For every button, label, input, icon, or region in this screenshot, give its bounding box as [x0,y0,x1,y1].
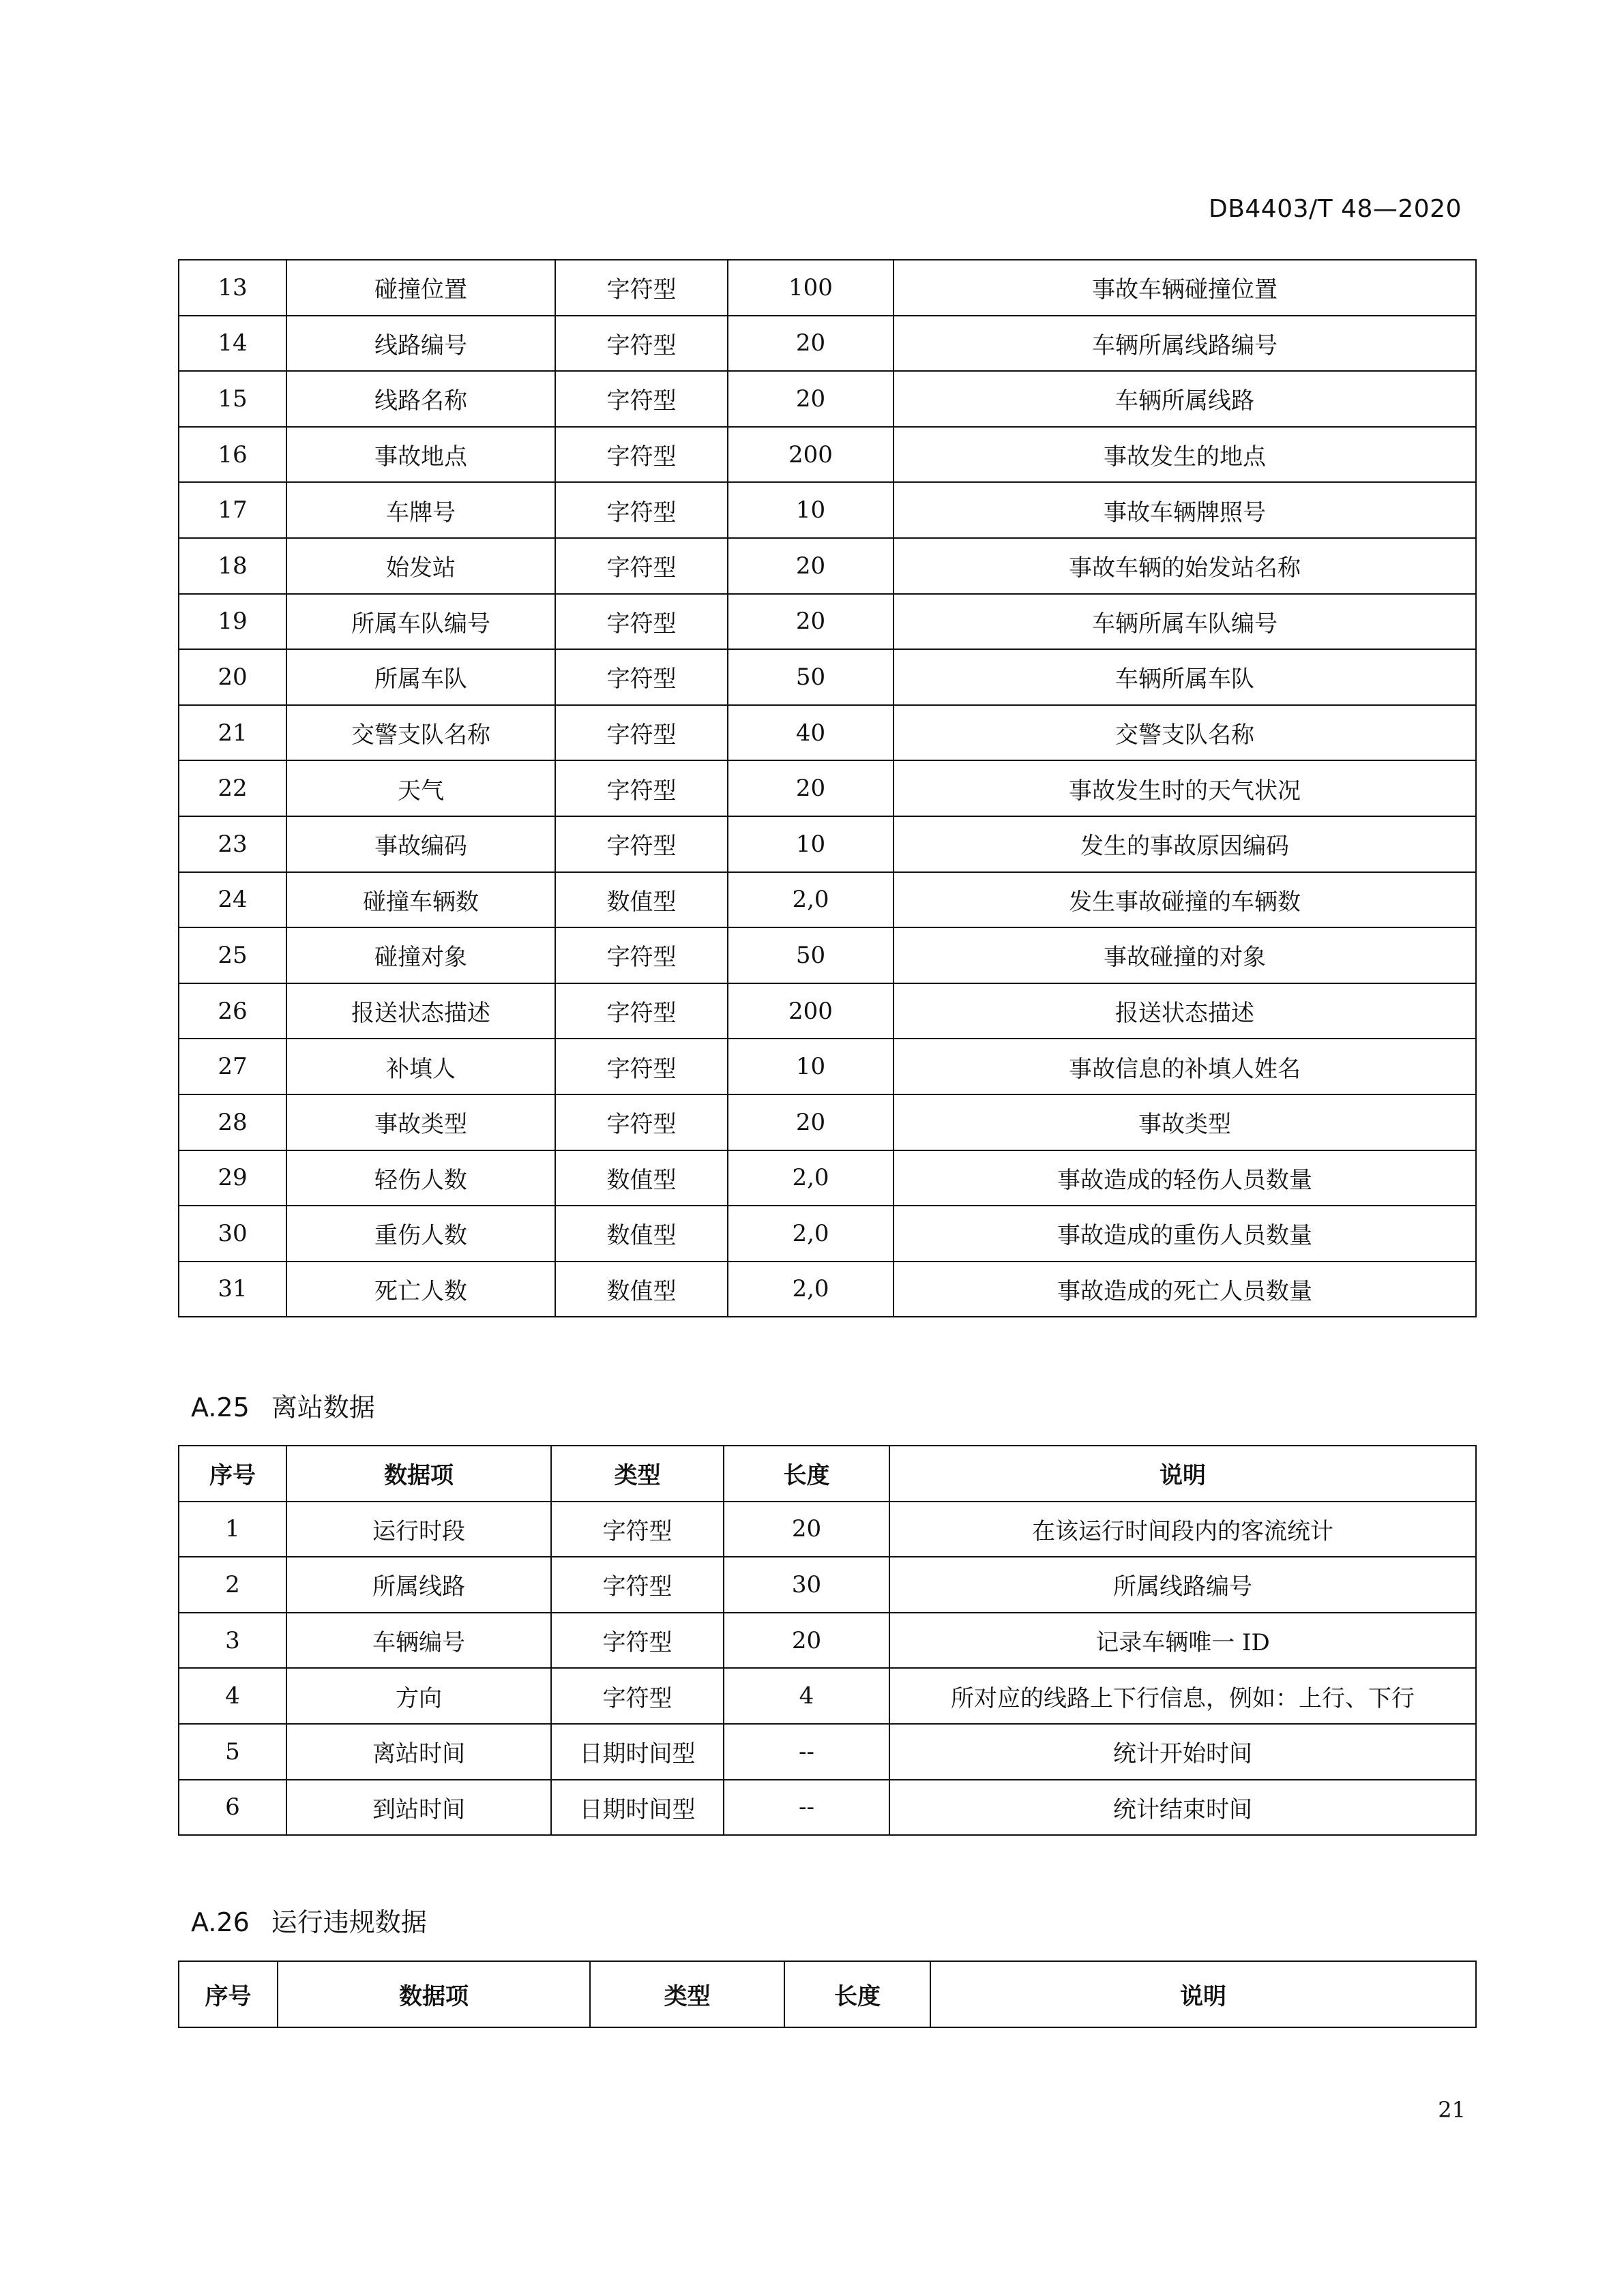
cell-item: 到站时间 [286,1780,551,1836]
cell-description: 在该运行时间段内的客流统计 [889,1502,1476,1557]
cell-type: 字符型 [555,260,728,316]
cell-type: 字符型 [555,538,728,594]
table-row [179,705,1476,761]
table-row [179,1150,1476,1206]
table-row [179,983,1476,1039]
cell-description: 事故造成的重伤人员数量 [894,1206,1476,1262]
header-cell-length: 长度 [724,1446,889,1502]
table-row [179,872,1476,928]
cell-length: 20 [728,316,894,372]
cell-type: 数值型 [555,1206,728,1262]
table-row [179,1613,1476,1669]
violation-data-table [178,1960,1477,2028]
cell-item: 所属线路 [286,1557,551,1613]
cell-description: 车辆所属线路编号 [894,316,1476,372]
cell-type: 字符型 [555,371,728,427]
cell-type: 字符型 [555,594,728,650]
cell-length: 20 [728,538,894,594]
page-number: 21 [1438,2097,1466,2123]
cell-item: 报送状态描述 [286,983,555,1039]
table-row [179,427,1476,483]
cell-index: 21 [179,705,286,761]
cell-length: 100 [728,260,894,316]
cell-item: 天气 [286,760,555,816]
cell-type: 字符型 [555,1039,728,1094]
cell-index: 15 [179,371,286,427]
cell-index: 3 [179,1613,286,1669]
cell-description: 事故造成的轻伤人员数量 [894,1150,1476,1206]
cell-index: 5 [179,1724,286,1780]
table-row [179,649,1476,705]
table-row [179,1780,1476,1836]
cell-length: 50 [728,927,894,983]
cell-length: -- [724,1780,889,1836]
departure-data-table-body [179,1502,1476,1836]
cell-description: 报送状态描述 [894,983,1476,1039]
header-cell-description: 说明 [930,1961,1476,2027]
cell-index: 14 [179,316,286,372]
cell-description: 事故类型 [894,1094,1476,1150]
table-row [179,316,1476,372]
cell-type: 字符型 [551,1613,724,1669]
cell-length: 20 [724,1613,889,1669]
cell-length: 20 [728,594,894,650]
cell-item: 线路编号 [286,316,555,372]
table-row [179,816,1476,872]
cell-index: 25 [179,927,286,983]
cell-item: 车牌号 [286,482,555,538]
document-code: DB4403/T 48—2020 [1208,195,1462,223]
cell-type: 字符型 [555,760,728,816]
cell-index: 29 [179,1150,286,1206]
cell-description: 所属线路编号 [889,1557,1476,1613]
header-cell-type: 类型 [551,1446,724,1502]
table-row [179,1502,1476,1557]
table-header-row [179,1446,1476,1502]
table-row [179,1557,1476,1613]
header-cell-description: 说明 [889,1446,1476,1502]
table-row [179,538,1476,594]
cell-length: 20 [728,1094,894,1150]
section-heading-a25 [191,1386,375,1424]
table-row [179,260,1476,316]
table-row [179,1206,1476,1262]
cell-description: 事故车辆碰撞位置 [894,260,1476,316]
cell-item: 碰撞车辆数 [286,872,555,928]
header-cell-type: 类型 [590,1961,784,2027]
cell-item: 车辆编号 [286,1613,551,1669]
cell-item: 轻伤人数 [286,1150,555,1206]
cell-item: 线路名称 [286,371,555,427]
cell-type: 日期时间型 [551,1724,724,1780]
cell-index: 6 [179,1780,286,1836]
departure-data-table [178,1445,1477,1836]
cell-index: 17 [179,482,286,538]
cell-type: 字符型 [551,1557,724,1613]
table-row [179,1262,1476,1317]
cell-item: 交警支队名称 [286,705,555,761]
table-row [179,1039,1476,1094]
table-row [179,482,1476,538]
cell-description: 统计结束时间 [889,1780,1476,1836]
cell-item: 重伤人数 [286,1206,555,1262]
cell-index: 2 [179,1557,286,1613]
cell-length: 4 [724,1668,889,1724]
table-header-row [179,1961,1476,2027]
cell-index: 30 [179,1206,286,1262]
cell-index: 27 [179,1039,286,1094]
table-row [179,1724,1476,1780]
cell-description: 车辆所属线路 [894,371,1476,427]
table-row [179,1668,1476,1724]
table-row [179,594,1476,650]
cell-type: 字符型 [555,816,728,872]
section-title: 离站数据 [271,1392,375,1422]
cell-item: 事故编码 [286,816,555,872]
cell-type: 数值型 [555,872,728,928]
header-cell-index: 序号 [179,1961,278,2027]
cell-type: 字符型 [555,983,728,1039]
cell-index: 4 [179,1668,286,1724]
cell-length: 40 [728,705,894,761]
cell-length: 200 [728,983,894,1039]
cell-index: 20 [179,649,286,705]
cell-description: 事故发生时的天气状况 [894,760,1476,816]
cell-description: 车辆所属车队编号 [894,594,1476,650]
cell-description: 交警支队名称 [894,705,1476,761]
cell-type: 数值型 [555,1150,728,1206]
cell-description: 事故车辆的始发站名称 [894,538,1476,594]
cell-index: 19 [179,594,286,650]
cell-index: 31 [179,1262,286,1317]
cell-item: 死亡人数 [286,1262,555,1317]
cell-item: 碰撞位置 [286,260,555,316]
table-row [179,760,1476,816]
cell-length: 10 [728,816,894,872]
cell-item: 离站时间 [286,1724,551,1780]
cell-length: 2,0 [728,1150,894,1206]
table-row [179,927,1476,983]
cell-length: 10 [728,482,894,538]
header-cell-item: 数据项 [286,1446,551,1502]
cell-length: 50 [728,649,894,705]
cell-description: 车辆所属车队 [894,649,1476,705]
accident-data-table-body [179,260,1476,1317]
header-cell-length: 长度 [784,1961,930,2027]
cell-type: 字符型 [555,705,728,761]
cell-description: 所对应的线路上下行信息，例如：上行、下行 [889,1668,1476,1724]
section-number: A.26 [191,1907,250,1937]
cell-item: 方向 [286,1668,551,1724]
cell-description: 事故信息的补填人姓名 [894,1039,1476,1094]
cell-type: 字符型 [555,427,728,483]
cell-index: 1 [179,1502,286,1557]
cell-item: 运行时段 [286,1502,551,1557]
cell-index: 16 [179,427,286,483]
cell-item: 事故地点 [286,427,555,483]
cell-type: 字符型 [555,316,728,372]
cell-description: 发生的事故原因编码 [894,816,1476,872]
cell-length: 200 [728,427,894,483]
cell-description: 事故车辆牌照号 [894,482,1476,538]
header-cell-item: 数据项 [278,1961,590,2027]
table-row [179,371,1476,427]
cell-index: 18 [179,538,286,594]
cell-length: -- [724,1724,889,1780]
cell-item: 始发站 [286,538,555,594]
cell-description: 事故碰撞的对象 [894,927,1476,983]
cell-length: 10 [728,1039,894,1094]
section-number: A.25 [191,1392,250,1422]
cell-length: 20 [728,371,894,427]
cell-description: 发生事故碰撞的车辆数 [894,872,1476,928]
cell-length: 2,0 [728,1262,894,1317]
cell-index: 26 [179,983,286,1039]
table-row [179,1094,1476,1150]
cell-index: 28 [179,1094,286,1150]
cell-item: 碰撞对象 [286,927,555,983]
section-title: 运行违规数据 [271,1907,427,1937]
cell-index: 22 [179,760,286,816]
cell-type: 字符型 [551,1668,724,1724]
cell-item: 所属车队编号 [286,594,555,650]
cell-description: 统计开始时间 [889,1724,1476,1780]
cell-length: 2,0 [728,1206,894,1262]
cell-item: 补填人 [286,1039,555,1094]
cell-type: 字符型 [551,1502,724,1557]
cell-index: 23 [179,816,286,872]
cell-index: 13 [179,260,286,316]
cell-type: 字符型 [555,649,728,705]
cell-item: 事故类型 [286,1094,555,1150]
cell-type: 数值型 [555,1262,728,1317]
cell-length: 2,0 [728,872,894,928]
section-heading-a26 [191,1901,427,1939]
cell-index: 24 [179,872,286,928]
cell-description: 事故发生的地点 [894,427,1476,483]
cell-type: 日期时间型 [551,1780,724,1836]
cell-length: 30 [724,1557,889,1613]
cell-description: 事故造成的死亡人员数量 [894,1262,1476,1317]
accident-data-table [178,259,1477,1317]
header-cell-index: 序号 [179,1446,286,1502]
cell-type: 字符型 [555,927,728,983]
cell-type: 字符型 [555,1094,728,1150]
cell-item: 所属车队 [286,649,555,705]
cell-description: 记录车辆唯一 ID [889,1613,1476,1669]
cell-length: 20 [728,760,894,816]
cell-type: 字符型 [555,482,728,538]
cell-length: 20 [724,1502,889,1557]
